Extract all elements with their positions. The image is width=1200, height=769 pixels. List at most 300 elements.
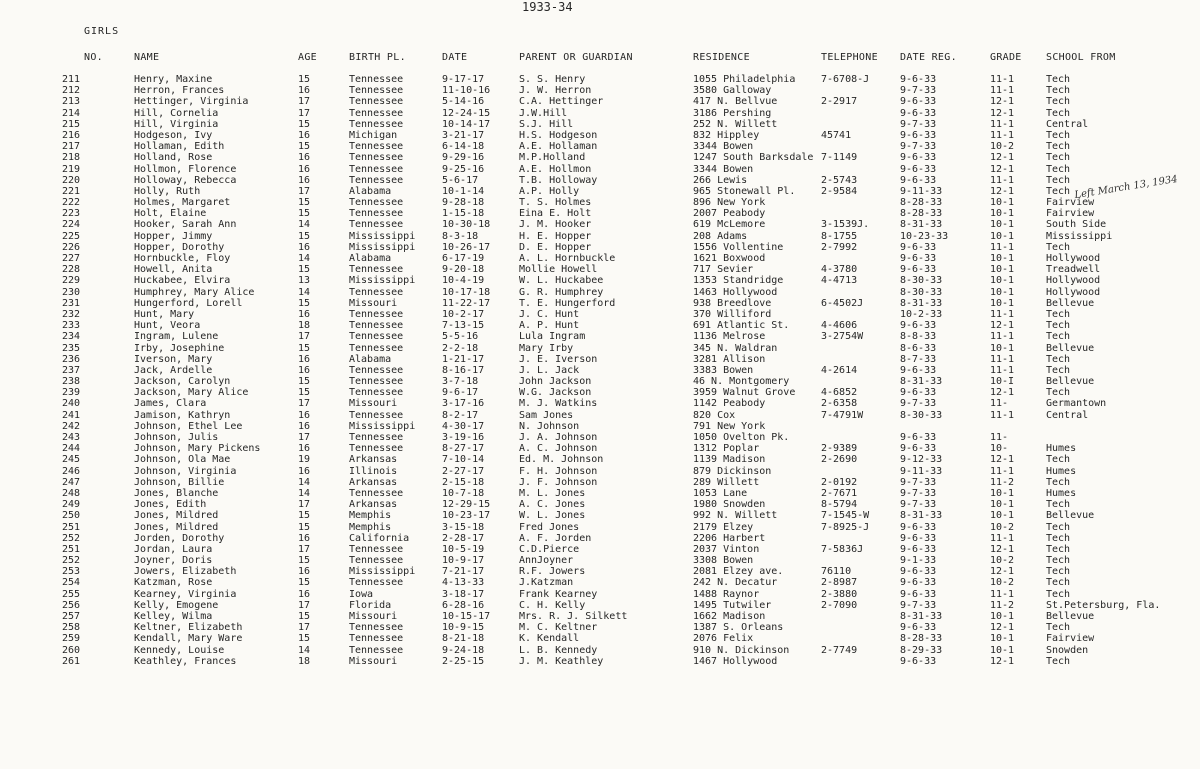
birth-place: Memphis <box>349 521 392 533</box>
birth-date: 3-17-16 <box>442 398 485 410</box>
age: 16 <box>298 152 311 164</box>
record-no: 225 <box>62 230 81 242</box>
parent-guardian: Eina E. Holt <box>519 208 592 220</box>
birth-date: 10-4-19 <box>442 275 485 287</box>
header-telephone: TELEPHONE <box>821 52 878 63</box>
birth-place: Mississippi <box>349 420 416 432</box>
table-row <box>0 354 1200 365</box>
birth-date: 8-21-18 <box>442 633 485 645</box>
table-row <box>0 74 1200 85</box>
school-from: Fairview <box>1046 633 1095 645</box>
grade: 11-1 <box>990 409 1015 421</box>
record-no: 232 <box>62 308 81 320</box>
table-row <box>0 152 1200 163</box>
table-row <box>0 466 1200 477</box>
grade: 12-1 <box>990 543 1015 555</box>
birth-date: 12-24-15 <box>442 107 491 119</box>
parent-guardian: H.S. Hodgeson <box>519 129 598 141</box>
age: 16 <box>298 566 311 578</box>
birth-place: Florida <box>349 599 392 611</box>
table-row <box>0 533 1200 544</box>
age: 15 <box>298 297 311 309</box>
parent-guardian: G. R. Humphrey <box>519 286 604 298</box>
birth-place: Arkansas <box>349 476 398 488</box>
birth-date: 9-29-16 <box>442 152 485 164</box>
residence: 1312 Poplar <box>693 443 760 455</box>
age: 15 <box>298 577 311 589</box>
grade: 11-1 <box>990 353 1015 365</box>
residence: 2081 Elzey ave. <box>693 566 784 578</box>
grade: 11-1 <box>990 532 1015 544</box>
record-no: 257 <box>62 611 81 622</box>
residence: 2037 Vinton <box>693 543 760 555</box>
birth-place: Tennessee <box>349 85 404 97</box>
grade: 11-1 <box>990 241 1015 253</box>
table-row <box>0 275 1200 286</box>
birth-date: 9-6-17 <box>442 387 479 399</box>
birth-place: Alabama <box>349 185 392 197</box>
record-no: 254 <box>62 577 81 589</box>
age: 16 <box>298 364 311 376</box>
table-row <box>0 331 1200 342</box>
parent-guardian: A. P. Hunt <box>519 320 580 332</box>
date-registered: 9-6-33 <box>900 107 937 119</box>
student-name: Jamison, Kathryn <box>134 409 231 421</box>
grade: 10-I <box>990 376 1015 388</box>
record-no: 242 <box>62 420 81 432</box>
header-no: NO. <box>84 52 103 63</box>
student-name: Irby, Josephine <box>134 342 225 354</box>
date-registered: 9-7-33 <box>900 141 937 153</box>
residence: 820 Cox <box>693 409 736 421</box>
birth-place: Tennessee <box>349 197 404 209</box>
table-row <box>0 96 1200 107</box>
telephone: 3-1539J. <box>821 219 870 231</box>
grade: 10-1 <box>990 611 1015 622</box>
birth-place: Tennessee <box>349 622 404 634</box>
school-from: Tech <box>1046 476 1071 488</box>
record-no: 230 <box>62 286 81 298</box>
grade: 12-1 <box>990 387 1015 399</box>
birth-date: 10-9-15 <box>442 622 485 634</box>
date-registered: 8-31-33 <box>900 297 943 309</box>
birth-date: 9-25-16 <box>442 163 485 175</box>
record-no: 222 <box>62 197 81 209</box>
birth-date: 9-20-18 <box>442 264 485 276</box>
school-from: Tech <box>1046 129 1071 141</box>
record-no: 247 <box>62 476 81 488</box>
table-row <box>0 365 1200 376</box>
parent-guardian: Sam Jones <box>519 409 574 421</box>
school-from: Treadwell <box>1046 264 1101 276</box>
birth-place: Illinois <box>349 465 398 477</box>
birth-place: Arkansas <box>349 454 398 466</box>
birth-place: Tennessee <box>349 308 404 320</box>
grade: 11-1 <box>990 74 1015 85</box>
parent-guardian: T. S. Holmes <box>519 197 592 209</box>
table-row <box>0 197 1200 208</box>
telephone: 2-7992 <box>821 241 858 253</box>
age: 14 <box>298 476 311 488</box>
age: 17 <box>298 599 311 611</box>
grade: 12-1 <box>990 566 1015 578</box>
student-name: Hopper, Dorothy <box>134 241 225 253</box>
birth-place: Tennessee <box>349 96 404 108</box>
birth-place: Tennessee <box>349 74 404 85</box>
date-registered: 9-12-33 <box>900 454 943 466</box>
parent-guardian: J.W.Hill <box>519 107 568 119</box>
birth-place: Michigan <box>349 129 398 141</box>
birth-date: 10-14-17 <box>442 118 491 130</box>
student-name: Johnson, Julis <box>134 432 219 443</box>
birth-date: 10-26-17 <box>442 241 491 253</box>
residence: 266 Lewis <box>693 174 748 186</box>
date-registered: 8-30-33 <box>900 275 943 287</box>
table-row <box>0 141 1200 152</box>
school-from: Tech <box>1046 241 1071 253</box>
residence: 252 N. Willett <box>693 118 778 130</box>
birth-date: 2-2-18 <box>442 342 479 354</box>
age: 17 <box>298 96 311 108</box>
record-no: 250 <box>62 510 81 522</box>
parent-guardian: Lula Ingram <box>519 331 586 343</box>
record-no: 237 <box>62 364 81 376</box>
telephone: 2-9389 <box>821 443 858 455</box>
grade: 12-1 <box>990 320 1015 332</box>
date-registered: 9-7-33 <box>900 599 937 611</box>
birth-date: 1-21-17 <box>442 353 485 365</box>
student-name: Iverson, Mary <box>134 353 213 365</box>
student-name: Hollaman, Edith <box>134 141 225 153</box>
residence: 208 Adams <box>693 230 748 242</box>
student-name: Holland, Rose <box>134 152 213 164</box>
table-row <box>0 589 1200 600</box>
age: 17 <box>298 331 311 343</box>
birth-place: Tennessee <box>349 163 404 175</box>
table-row <box>0 231 1200 242</box>
age: 19 <box>298 454 311 466</box>
age: 15 <box>298 264 311 276</box>
school-from: Bellevue <box>1046 297 1095 309</box>
birth-place: Arkansas <box>349 499 398 511</box>
student-name: Holloway, Rebecca <box>134 174 237 186</box>
grade: 12-1 <box>990 454 1015 466</box>
parent-guardian: Fred Jones <box>519 521 580 533</box>
table-row <box>0 577 1200 588</box>
parent-guardian: A. C. Johnson <box>519 443 598 455</box>
grade: 10-1 <box>990 208 1015 220</box>
table-row <box>0 432 1200 443</box>
date-registered: 8-28-33 <box>900 633 943 645</box>
table-row <box>0 600 1200 611</box>
telephone: 4-2614 <box>821 364 858 376</box>
student-name: Kearney, Virginia <box>134 588 237 600</box>
record-no: 238 <box>62 376 81 388</box>
grade: 10-2 <box>990 141 1015 153</box>
residence: 3186 Pershing <box>693 107 772 119</box>
birth-date: 3-18-17 <box>442 588 485 600</box>
birth-place: Mississippi <box>349 566 416 578</box>
date-registered: 9-6-33 <box>900 387 937 399</box>
date-registered: 9-6-33 <box>900 264 937 276</box>
grade: 11-1 <box>990 85 1015 97</box>
record-no: 258 <box>62 622 81 634</box>
header-school-from: SCHOOL FROM <box>1046 52 1116 63</box>
table-row <box>0 175 1200 186</box>
grade: 10-1 <box>990 487 1015 499</box>
telephone: 2-0192 <box>821 476 858 488</box>
residence: 2179 Elzey <box>693 521 754 533</box>
birth-date: 10-15-17 <box>442 611 491 622</box>
parent-guardian: M. C. Keltner <box>519 622 598 634</box>
section-label: GIRLS <box>84 26 120 37</box>
school-from: Tech <box>1046 163 1071 175</box>
school-from: Tech <box>1046 364 1071 376</box>
parent-guardian: W. L. Jones <box>519 510 586 522</box>
telephone: 2-2917 <box>821 96 858 108</box>
header-date-reg: DATE REG. <box>900 52 957 63</box>
grade: 10-1 <box>990 644 1015 656</box>
school-from: Mississippi <box>1046 230 1113 242</box>
record-no: 233 <box>62 320 81 332</box>
student-name: Johnson, Mary Pickens <box>134 443 261 455</box>
telephone: 76110 <box>821 566 852 578</box>
grade: 11-1 <box>990 588 1015 600</box>
age: 14 <box>298 286 311 298</box>
table-row <box>0 499 1200 510</box>
residence: 417 N. Bellvue <box>693 96 778 108</box>
student-name: Hollmon, Florence <box>134 163 237 175</box>
parent-guardian: T. E. Hungerford <box>519 297 616 309</box>
school-from: Tech <box>1046 141 1071 153</box>
table-row <box>0 611 1200 622</box>
record-no: 213 <box>62 96 81 108</box>
record-no: 251 <box>62 543 81 555</box>
age: 15 <box>298 633 311 645</box>
age: 16 <box>298 588 311 600</box>
student-name: Hungerford, Lorell <box>134 297 243 309</box>
student-name: James, Clara <box>134 398 207 410</box>
birth-place: Tennessee <box>349 264 404 276</box>
residence: 3959 Walnut Grove <box>693 387 796 399</box>
record-no: 252 <box>62 532 81 544</box>
birth-place: Alabama <box>349 353 392 365</box>
date-registered: 8-28-33 <box>900 197 943 209</box>
birth-date: 1-15-18 <box>442 208 485 220</box>
residence: 1980 Snowden <box>693 499 766 511</box>
student-name: Jordan, Laura <box>134 543 213 555</box>
date-registered: 9-6-33 <box>900 174 937 186</box>
age: 15 <box>298 376 311 388</box>
grade: 10-1 <box>990 342 1015 354</box>
school-from: St.Petersburg, Fla. <box>1046 599 1161 611</box>
student-name: Holly, Ruth <box>134 185 201 197</box>
school-from: Central <box>1046 409 1089 421</box>
age: 16 <box>298 85 311 97</box>
grade: 10-1 <box>990 297 1015 309</box>
table-row <box>0 219 1200 230</box>
residence: 3308 Bowen <box>693 555 754 567</box>
parent-guardian: J. W. Herron <box>519 85 592 97</box>
age: 16 <box>298 420 311 432</box>
telephone: 2-7090 <box>821 599 858 611</box>
date-registered: 9-6-33 <box>900 521 937 533</box>
school-from: Tech <box>1046 308 1071 320</box>
header-name: NAME <box>134 52 160 63</box>
age: 16 <box>298 443 311 455</box>
grade: 12-1 <box>990 96 1015 108</box>
residence: 965 Stonewall Pl. <box>693 185 796 197</box>
record-no: 221 <box>62 185 81 197</box>
residence: 2206 Harbert <box>693 532 766 544</box>
date-registered: 9-7-33 <box>900 398 937 410</box>
birth-place: Tennessee <box>349 376 404 388</box>
student-name: Hettinger, Virginia <box>134 96 249 108</box>
grade: 10-2 <box>990 555 1015 567</box>
grade: 11-2 <box>990 599 1015 611</box>
birth-date: 2-25-15 <box>442 655 485 667</box>
student-name: Jones, Edith <box>134 499 207 511</box>
student-name: Jack, Ardelle <box>134 364 213 376</box>
telephone: 7-6708-J <box>821 74 870 85</box>
school-from: Humes <box>1046 465 1077 477</box>
record-no: 216 <box>62 129 81 141</box>
record-no: 224 <box>62 219 81 231</box>
school-from: Germantown <box>1046 398 1107 410</box>
grade: 12-1 <box>990 622 1015 634</box>
grade: 11-1 <box>990 308 1015 320</box>
parent-guardian: A. F. Jorden <box>519 532 592 544</box>
record-no: 248 <box>62 487 81 499</box>
age: 16 <box>298 409 311 421</box>
telephone: 8-5794 <box>821 499 858 511</box>
residence: 1495 Tutwiler <box>693 599 772 611</box>
school-from: Humes <box>1046 443 1077 455</box>
table-row <box>0 85 1200 96</box>
date-registered: 10-2-33 <box>900 308 943 320</box>
residence: 289 Willett <box>693 476 760 488</box>
birth-date: 4-13-33 <box>442 577 485 589</box>
age: 16 <box>298 532 311 544</box>
record-no: 243 <box>62 432 81 443</box>
parent-guardian: A.P. Holly <box>519 185 580 197</box>
table-row <box>0 510 1200 521</box>
date-registered: 8-31-33 <box>900 611 943 622</box>
student-name: Hunt, Veora <box>134 320 201 332</box>
residence: 1353 Standridge <box>693 275 784 287</box>
age: 15 <box>298 208 311 220</box>
grade: 10-1 <box>990 197 1015 209</box>
record-no: 211 <box>62 74 81 85</box>
table-row <box>0 656 1200 667</box>
age: 17 <box>298 432 311 443</box>
date-registered: 9-6-33 <box>900 364 937 376</box>
parent-guardian: M. L. Jones <box>519 487 586 499</box>
table-row <box>0 298 1200 309</box>
residence: 3383 Bowen <box>693 364 754 376</box>
table-row <box>0 454 1200 465</box>
record-no: 220 <box>62 174 81 186</box>
record-no: 218 <box>62 152 81 164</box>
telephone: 4-4606 <box>821 320 858 332</box>
date-registered: 9-6-33 <box>900 96 937 108</box>
school-from: Tech <box>1046 387 1071 399</box>
table-row <box>0 633 1200 644</box>
student-name: Jackson, Mary Alice <box>134 387 249 399</box>
residence: 2007 Peabody <box>693 208 766 220</box>
record-no: 252 <box>62 555 81 567</box>
column-header-row <box>0 52 1200 68</box>
residence: 46 N. Montgomery <box>693 376 790 388</box>
age: 16 <box>298 174 311 186</box>
residence: 1463 Hollywood <box>693 286 778 298</box>
parent-guardian: J. F. Johnson <box>519 476 598 488</box>
school-from: Humes <box>1046 487 1077 499</box>
birth-date: 2-27-17 <box>442 465 485 477</box>
record-no: 240 <box>62 398 81 410</box>
table-row <box>0 566 1200 577</box>
date-registered: 9-7-33 <box>900 476 937 488</box>
school-from: Tech <box>1046 185 1071 197</box>
age: 15 <box>298 387 311 399</box>
date-registered: 8-31-33 <box>900 219 943 231</box>
date-registered: 8-31-33 <box>900 510 943 522</box>
grade: 11-1 <box>990 174 1015 186</box>
date-registered: 8-30-33 <box>900 286 943 298</box>
student-name: Hornbuckle, Floy <box>134 253 231 264</box>
birth-place: Tennessee <box>349 443 404 455</box>
birth-place: Tennessee <box>349 409 404 421</box>
student-name: Johnson, Ethel Lee <box>134 420 243 432</box>
birth-place: Tennessee <box>349 107 404 119</box>
school-from: South Side <box>1046 219 1107 231</box>
record-no: 226 <box>62 241 81 253</box>
date-registered: 9-6-33 <box>900 588 937 600</box>
record-no: 253 <box>62 566 81 578</box>
date-registered: 9-7-33 <box>900 85 937 97</box>
birth-place: Tennessee <box>349 141 404 153</box>
telephone: 2-7671 <box>821 487 858 499</box>
residence: 3344 Bowen <box>693 163 754 175</box>
residence: 1556 Vollentine <box>693 241 784 253</box>
age: 16 <box>298 241 311 253</box>
birth-place: Tennessee <box>349 487 404 499</box>
record-no: 227 <box>62 253 81 264</box>
table-row <box>0 645 1200 656</box>
table-row <box>0 477 1200 488</box>
telephone: 7-5836J <box>821 543 864 555</box>
student-name: Katzman, Rose <box>134 577 213 589</box>
grade: 10-1 <box>990 633 1015 645</box>
record-no: 251 <box>62 521 81 533</box>
school-from: Tech <box>1046 543 1071 555</box>
parent-guardian: A. L. Hornbuckle <box>519 253 616 264</box>
grade: 10-1 <box>990 230 1015 242</box>
table-row <box>0 376 1200 387</box>
table-row <box>0 242 1200 253</box>
birth-date: 11-22-17 <box>442 297 491 309</box>
student-name: Keltner, Elizabeth <box>134 622 243 634</box>
parent-guardian: J. M. Hooker <box>519 219 592 231</box>
table-row <box>0 343 1200 354</box>
birth-date: 11-10-16 <box>442 85 491 97</box>
residence: 242 N. Decatur <box>693 577 778 589</box>
handwritten-annotation: Left March 13, 1934 <box>1073 173 1179 202</box>
table-row <box>0 488 1200 499</box>
school-from: Hollywood <box>1046 286 1101 298</box>
document-year: 1933-34 <box>522 0 573 14</box>
date-registered: 9-7-33 <box>900 499 937 511</box>
